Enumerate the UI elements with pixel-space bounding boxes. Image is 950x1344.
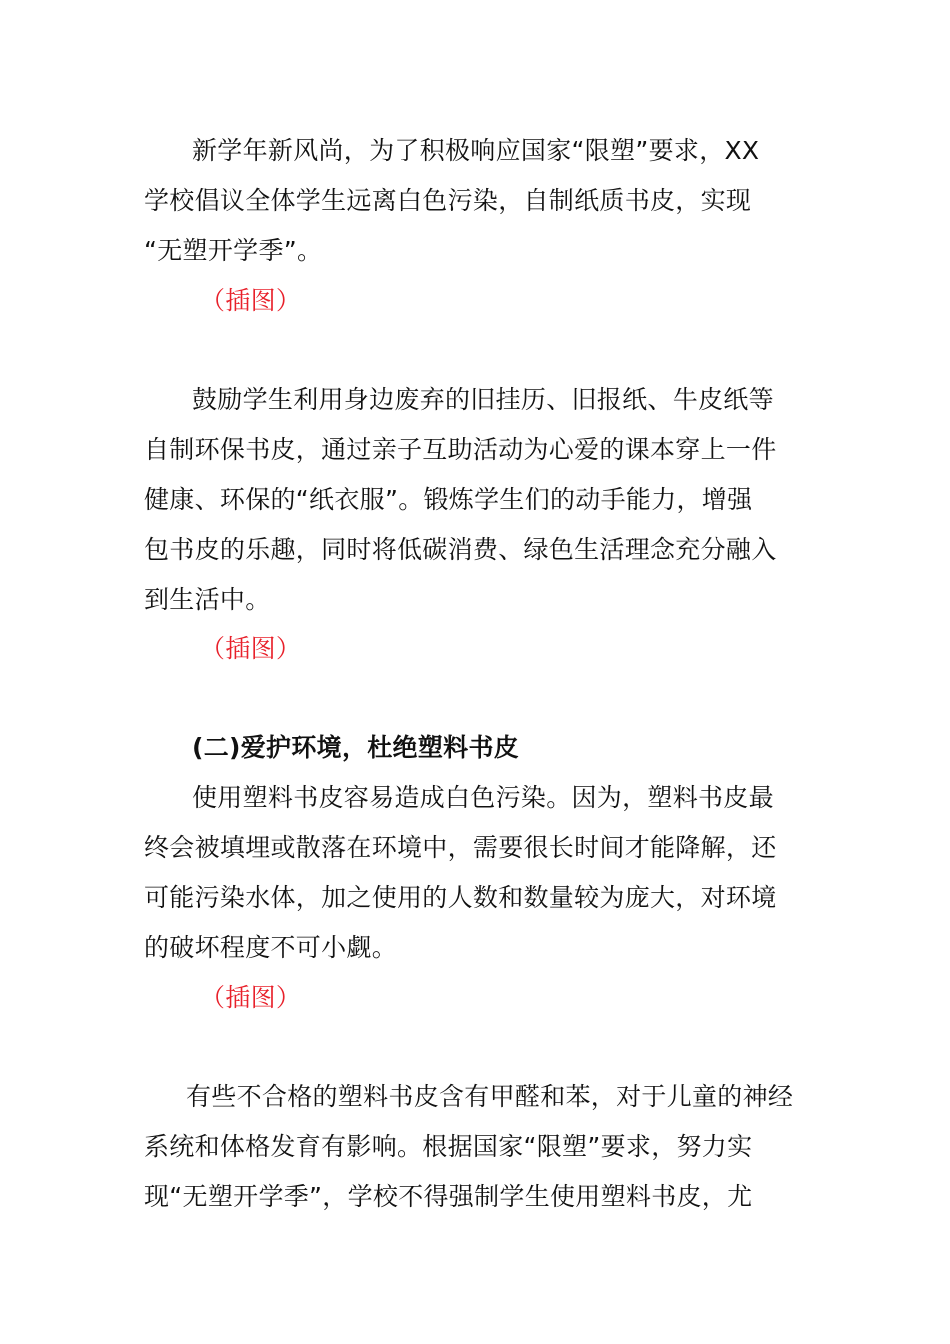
paragraph-2-line-2: 自制环保书皮，通过亲子互助活动为心爱的课本穿上一件 <box>144 435 777 464</box>
section-heading: (二)爱护环境，杜绝塑料书皮 <box>192 733 520 762</box>
paragraph-2-line-4: 包书皮的乐趣，同时将低碳消费、绿色生活理念充分融入 <box>144 535 777 564</box>
paragraph-2-line-3: 健康、环保的“纸衣服”。锻炼学生们的动手能力，增强 <box>144 485 753 514</box>
illustration-placeholder-3: （插图） <box>200 983 302 1012</box>
illustration-placeholder-2: （插图） <box>200 634 302 663</box>
paragraph-1-line-1: 新学年新风尚，为了积极响应国家“限塑”要求，XX <box>192 136 760 165</box>
paragraph-3-line-4: 的破坏程度不可小觑。 <box>144 933 398 962</box>
paragraph-2-line-5: 到生活中。 <box>144 585 271 614</box>
illustration-placeholder-1: （插图） <box>200 286 302 315</box>
paragraph-2-line-1: 鼓励学生利用身边废弃的旧挂历、旧报纸、牛皮纸等 <box>192 385 774 414</box>
paragraph-4-line-3: 现“无塑开学季”，学校不得强制学生使用塑料书皮，尤 <box>144 1182 753 1211</box>
paragraph-4-line-1: 有些不合格的塑料书皮含有甲醛和苯，对于儿童的神经 <box>186 1082 794 1111</box>
paragraph-1-line-2: 学校倡议全体学生远离白色污染，自制纸质书皮，实现 <box>144 186 752 215</box>
paragraph-3-line-1: 使用塑料书皮容易造成白色污染。因为，塑料书皮最 <box>192 783 774 812</box>
paragraph-3-line-3: 可能污染水体，加之使用的人数和数量较为庞大，对环境 <box>144 883 777 912</box>
paragraph-1-line-3: “无塑开学季”。 <box>144 236 323 265</box>
paragraph-3-line-2: 终会被填埋或散落在环境中，需要很长时间才能降解，还 <box>144 833 777 862</box>
paragraph-4-line-2: 系统和体格发育有影响。根据国家“限塑”要求，努力实 <box>144 1132 753 1161</box>
